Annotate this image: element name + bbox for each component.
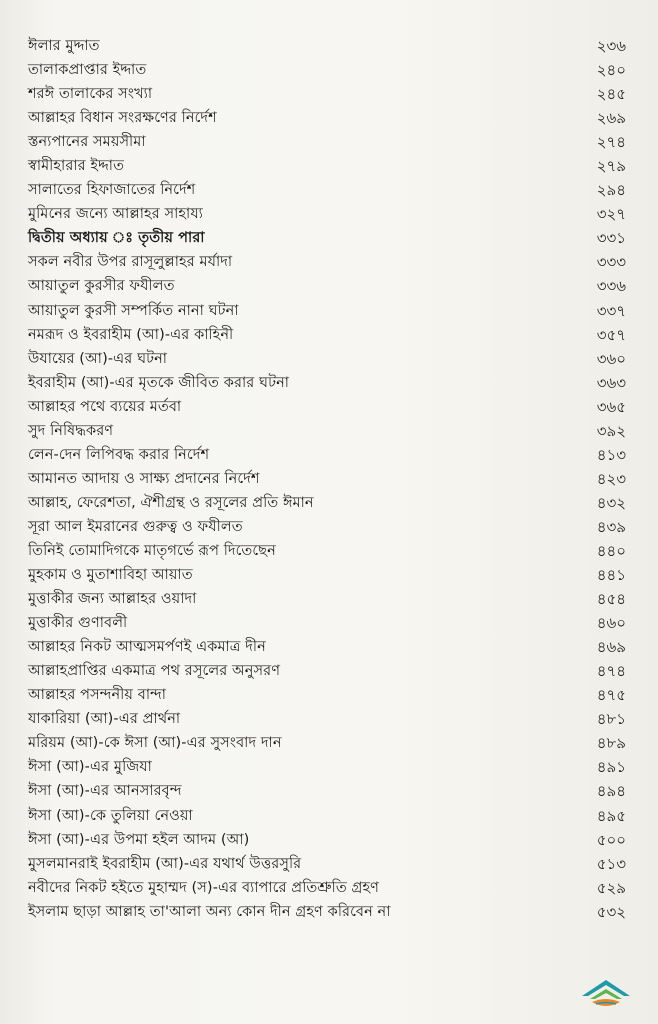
toc-entry-title: স্বামীহারার ইদ্দাত [28, 158, 125, 175]
toc-entry-title: মুহকাম ও মুতাশাবিহা আয়াত [28, 567, 193, 584]
toc-entry-page-number: ৩৩৩ [596, 253, 626, 272]
toc-entry-title: আমানত আদায় ও সাক্ষ্য প্রদানের নির্দেশ [28, 470, 260, 487]
toc-entry-page-number: ৩৩১ [596, 229, 626, 248]
toc-entry-page-number: ৩৩৭ [596, 301, 626, 320]
toc-entry-page-number: ৪৭৫ [596, 686, 626, 705]
toc-entry-page-number: ৪৫৪ [596, 590, 626, 609]
toc-entry-title: মুমিনের জন্যে আল্লাহর সাহায্য [28, 206, 203, 223]
toc-entry-page-number: ২৩৬ [596, 37, 626, 56]
toc-entry [28, 395, 626, 419]
toc-entry [28, 804, 626, 828]
toc-entry-title: যাকারিয়া (আ)-এর প্রার্থনা [28, 711, 181, 728]
toc-entry-page-number: ২৪৫ [596, 85, 626, 104]
toc-entry-page-number: ৪৯৫ [596, 806, 626, 825]
table-of-contents [28, 34, 626, 924]
toc-entry [28, 58, 626, 82]
toc-entry-title: মুত্তাকীর গুণাবলী [28, 615, 128, 632]
toc-entry [28, 635, 626, 659]
toc-entry-title: স্তন্যপানের সময়সীমা [28, 134, 146, 151]
toc-entry-page-number: ৪৮১ [596, 710, 626, 729]
toc-entry-title: আল্লাহর বিধান সংরক্ষণের নির্দেশ [28, 110, 217, 127]
toc-entry [28, 443, 626, 467]
toc-entry-page-number: ৪৩৯ [596, 517, 626, 536]
toc-entry [28, 683, 626, 707]
toc-entry [28, 828, 626, 852]
toc-entry-page-number: ২৪০ [596, 61, 626, 80]
toc-entry-page-number: ৪৬৯ [596, 638, 626, 657]
toc-entry-page-number: ৫১৩ [596, 854, 626, 873]
toc-entry [28, 34, 626, 58]
toc-entry-title: সকল নবীর উপর রাসূলুল্লাহর মর্যাদা [28, 254, 233, 271]
toc-entry [28, 419, 626, 443]
toc-entry-title: আল্লাহর নিকট আত্মসমর্পণই একমাত্র দীন [28, 639, 266, 656]
toc-entry-title: তালাকপ্রাপ্তার ইদ্দাত [28, 62, 147, 79]
toc-entry [28, 130, 626, 154]
toc-entry-page-number: ৪৯৪ [596, 782, 626, 801]
toc-entry-title: আয়াতুল কুরসীর ফযীলত [28, 278, 175, 295]
toc-entry-page-number: ৩২৭ [596, 205, 626, 224]
toc-entry-title: দ্বিতীয় অধ্যায় ঃ তৃতীয় পারা [28, 230, 205, 247]
toc-entry-page-number: ২৭৯ [596, 157, 626, 176]
toc-entry-title: মরিয়ম (আ)-কে ঈসা (আ)-এর সুসংবাদ দান [28, 735, 282, 752]
toc-entry-page-number: ৩৬৫ [596, 397, 626, 416]
toc-entry-page-number: ৪৭৪ [596, 662, 626, 681]
toc-entry [28, 154, 626, 178]
toc-entry-page-number: ৩৯২ [596, 421, 626, 440]
toc-entry-page-number: ২৯৪ [596, 181, 626, 200]
toc-entry [28, 250, 626, 274]
toc-entry-title: আল্লাহর পথে ব্যয়ের মর্তবা [28, 398, 182, 415]
toc-entry-title: লেন-দেন লিপিবদ্ধ করার নির্দেশ [28, 446, 210, 463]
toc-entry [28, 178, 626, 202]
toc-entry-title: নমরূদ ও ইবরাহীম (আ)-এর কাহিনী [28, 326, 234, 343]
toc-entry [28, 900, 626, 924]
toc-entry-page-number: ৫২৯ [596, 878, 626, 897]
toc-entry [28, 852, 626, 876]
toc-entry-title: ঈসা (আ)-এর আনসারবৃন্দ [28, 783, 182, 800]
toc-entry-title: আল্লাহ, ফেরেশতা, ঐশীগ্রন্থ ও রসূলের প্রতি ঈমান [28, 494, 314, 511]
toc-entry-page-number: ৪২৩ [596, 469, 626, 488]
toc-entry-title: আল্লাহপ্রাপ্তির একমাত্র পথ রসূলের অনুসরণ [28, 663, 281, 680]
toc-entry-page-number: ৪৬০ [596, 614, 626, 633]
toc-entry [28, 563, 626, 587]
toc-entry [28, 659, 626, 683]
toc-entry-page-number: ৪৩২ [596, 493, 626, 512]
toc-entry [28, 347, 626, 371]
toc-entry [28, 491, 626, 515]
toc-entry-page-number: ৫৩২ [596, 902, 626, 921]
toc-entry-title: উযায়ের (আ)-এর ঘটনা [28, 350, 168, 367]
toc-entry-title: ঈলার মুদ্দাত [28, 38, 100, 55]
toc-entry [28, 755, 626, 779]
toc-entry [28, 467, 626, 491]
toc-entry-title: ইসলাম ছাড়া আল্লাহ তা'আলা অন্য কোন দীন গ্রহণ করিবেন না [28, 903, 391, 920]
toc-entry-title: সূরা আল ইমরানের গুরুত্ব ও ফযীলত [28, 518, 243, 535]
toc-entry-title: সুদ নিষিদ্ধকরণ [28, 422, 114, 439]
toc-entry-title: সালাতের হিফাজাতের নির্দেশ [28, 182, 196, 199]
toc-entry [28, 707, 626, 731]
toc-entry [28, 876, 626, 900]
toc-entry-page-number: ৫০০ [596, 830, 626, 849]
toc-entry-page-number: ৪৪০ [596, 542, 626, 560]
toc-entry [28, 515, 626, 539]
toc-entry-title: ইবরাহীম (আ)-এর মৃতকে জীবিত করার ঘটনা [28, 374, 290, 391]
toc-entry-page-number: ২৭৪ [596, 133, 626, 152]
toc-entry-title: শরঈ তালাকের সংখ্যা [28, 86, 153, 103]
toc-entry-page-number: ৪৯১ [596, 758, 626, 777]
toc-entry-title: ঈসা (আ)-কে তুলিয়া নেওয়া [28, 807, 193, 824]
publisher-logo-icon [578, 974, 634, 1012]
toc-entry-page-number: ৪৪১ [596, 566, 626, 585]
toc-entry [28, 611, 626, 635]
toc-entry [28, 539, 626, 563]
toc-entry-page-number: ২৬৯ [596, 109, 626, 128]
toc-entry-title: আল্লাহর পসন্দনীয় বান্দা [28, 687, 167, 704]
toc-entry-title: ঈসা (আ)-এর মুজিযা [28, 759, 152, 776]
toc-entry-title: আয়াতুল কুরসী সম্পর্কিত নানা ঘটনা [28, 302, 239, 319]
toc-entry [28, 323, 626, 347]
toc-entry-title: নবীদের নিকট হইতে মুহাম্মদ (স)-এর ব্যাপারে প্রতিশ্রুতি গ্রহণ [28, 879, 380, 896]
toc-entry-title: ঈসা (আ)-এর উপমা হইল আদম (আ) [28, 831, 250, 848]
toc-entry-title: মুত্তাকীর জন্য আল্লাহর ওয়াদা [28, 591, 197, 608]
toc-entry-page-number: ৩৫৭ [596, 325, 626, 344]
toc-entry-title: মুসলমানরাই ইবরাহীম (আ)-এর যথার্থ উত্তরসুরি [28, 855, 302, 872]
toc-entry-title: তিনিই তোমাদিগকে মাতৃগর্ভে রূপ দিতেছেন [28, 543, 276, 559]
toc-entry [28, 106, 626, 130]
toc-entry [28, 587, 626, 611]
toc-entry-page-number: ৪৮৯ [596, 734, 626, 753]
toc-entry [28, 779, 626, 803]
toc-entry-page-number: ৪১৩ [596, 445, 626, 464]
toc-entry [28, 371, 626, 395]
toc-entry [28, 731, 626, 755]
toc-entry [28, 82, 626, 106]
toc-entry [28, 299, 626, 323]
toc-entry-page-number: ৩৬০ [596, 349, 626, 368]
toc-entry [28, 202, 626, 226]
toc-section-heading [28, 226, 626, 250]
toc-entry [28, 274, 626, 298]
toc-entry-page-number: ৩৬৩ [596, 373, 626, 392]
toc-entry-page-number: ৩৩৬ [596, 277, 626, 296]
